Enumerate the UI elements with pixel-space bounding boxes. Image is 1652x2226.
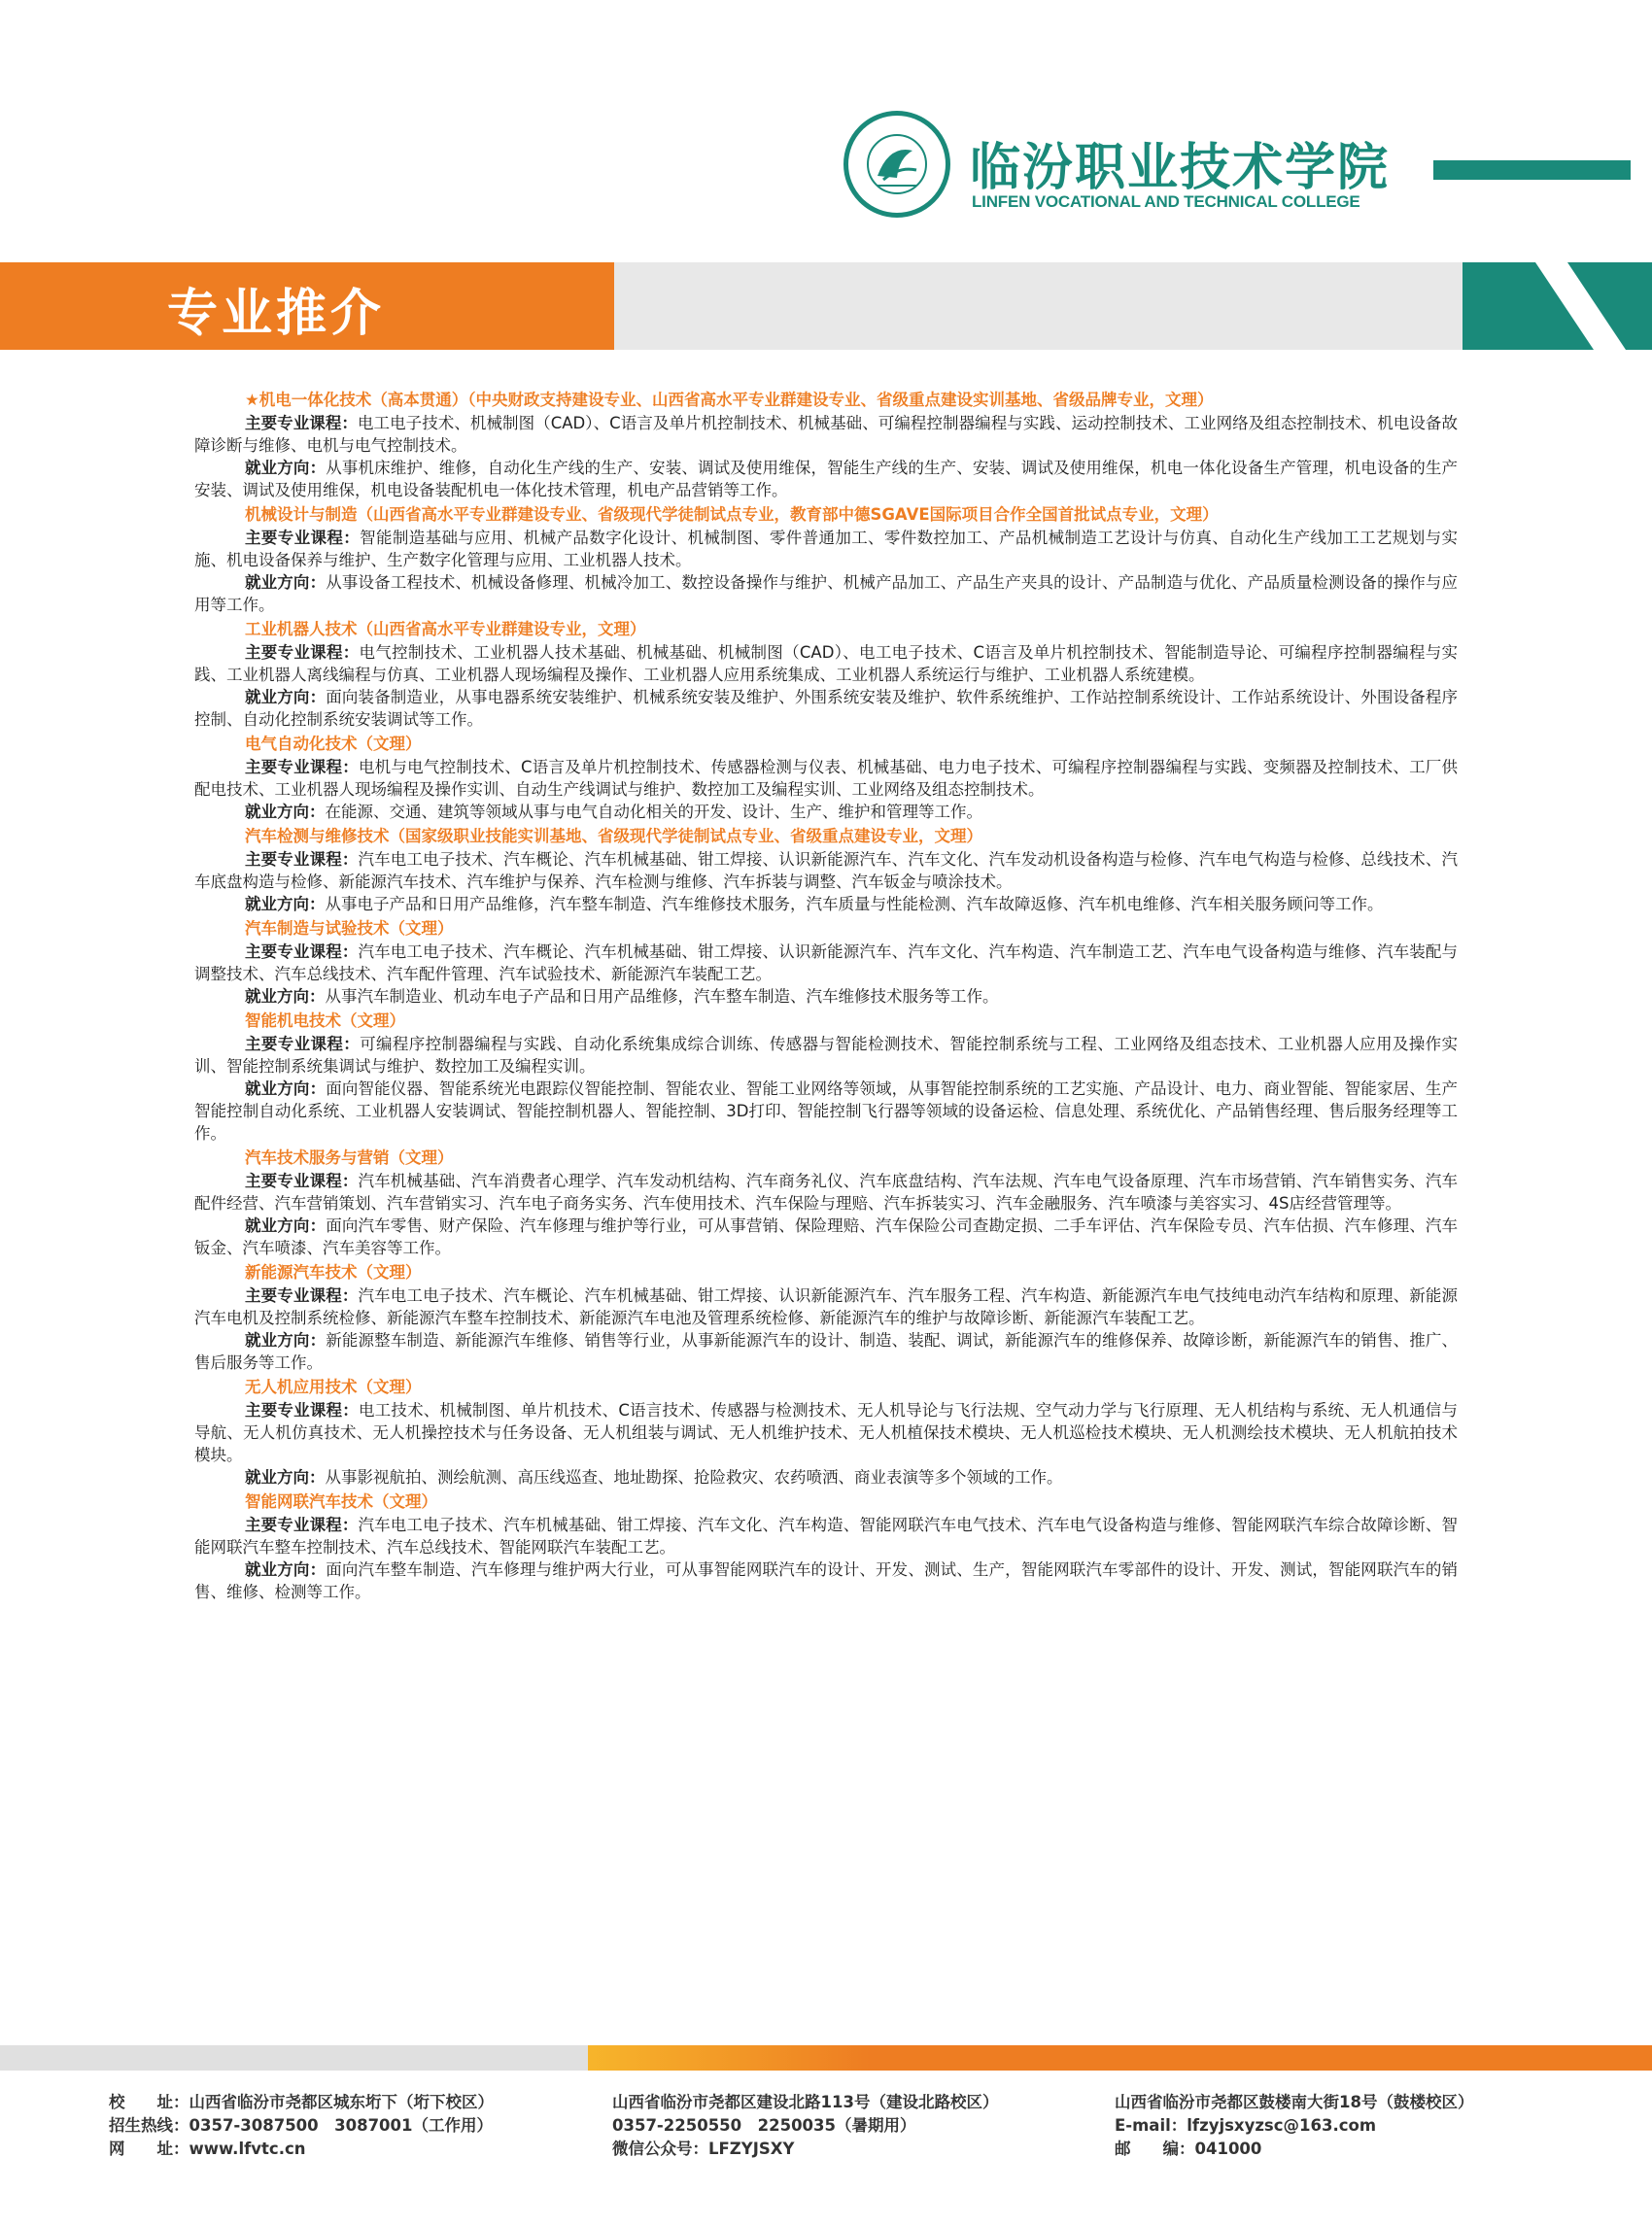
jobs-text: 从事设备工程技术、机械设备修理、机械冷加工、数控设备操作与维护、机械产品加工、产品生产夹具的设计、产品制造与优化、产品质量检测设备的操作与应用等工作。 [194, 573, 1459, 614]
major-courses [194, 1399, 1458, 1466]
major-title: 汽车技术服务与营销（文理） [245, 1148, 454, 1167]
major-title: 汽车制造与试验技术（文理） [245, 919, 454, 938]
school-name-cn: 临汾职业技术学院 [970, 139, 1391, 197]
major-courses [194, 412, 1458, 457]
jobs-label: 就业方向： [245, 1216, 327, 1235]
major-entry [194, 1376, 1458, 1489]
courses-text: 汽车电工电子技术、汽车机械基础、钳工焊接、汽车文化、汽车构造、智能网联汽车电气技术、汽车电气设备构造与维修、智能网联汽车综合故障诊断、智能网联汽车整车控制技术、汽车总线技术、智能网联汽车装配工艺。 [194, 1516, 1459, 1557]
jobs-label: 就业方向： [245, 1331, 327, 1350]
school-seal-icon [843, 111, 950, 218]
footer-bar-yellow [588, 2045, 870, 2071]
jobs-label: 就业方向： [245, 573, 327, 592]
jobs-text: 面向汽车整车制造、汽车修理与维护两大行业，可从事智能网联汽车的设计、开发、测试、生产，智能网联汽车零部件的设计、开发、测试，智能网联汽车的销售、维修、检测等工作。 [194, 1560, 1459, 1601]
jobs-text: 从事影视航拍、测绘航测、高压线巡查、地址勘探、抢险救灾、农药喷洒、商业表演等多个领域的工作。 [325, 1468, 1063, 1487]
jobs-label: 就业方向： [245, 1079, 327, 1098]
jobs-text: 新能源整车制造、新能源汽车维修、销售等行业，从事新能源汽车的设计、制造、装配、调试，新能源汽车的维修保养、故障诊断，新能源汽车的销售、推广、售后服务等工作。 [194, 1331, 1459, 1372]
major-entry [194, 825, 1458, 915]
courses-label: 主要专业课程： [245, 758, 359, 776]
courses-label: 主要专业课程： [245, 1172, 359, 1190]
footer-address: 校 址：山西省临汾市尧都区城东垳下（垳下校区） [109, 2093, 494, 2111]
major-entry [194, 1261, 1458, 1374]
major-courses [194, 941, 1458, 985]
jobs-label: 就业方向： [245, 1560, 327, 1579]
courses-label: 主要专业课程： [245, 1035, 361, 1053]
major-jobs [194, 1466, 1458, 1489]
footer-column-jianshe-campus [612, 2091, 998, 2161]
page-title: 专业推介 [167, 285, 386, 343]
major-courses [194, 848, 1458, 893]
major-title: 汽车检测与维修技术（国家级职业技能实训基地、省级现代学徒制试点专业、省级重点建设专业，文理） [245, 827, 982, 845]
majors-list [194, 389, 1458, 1603]
major-title: 机械设计与制造（山西省高水平专业群建设专业、省级现代学徒制试点专业，教育部中德SGAVE国际项目合作全国首批试点专业，文理） [245, 505, 1219, 524]
major-jobs [194, 686, 1458, 731]
major-courses [194, 1170, 1458, 1215]
jobs-text: 从事汽车制造业、机动车电子产品和日用产品维修，汽车整车制造、汽车维修技术服务等工作。 [325, 987, 999, 1006]
jobs-text: 面向汽车零售、财产保险、汽车修理与维护等行业，可从事营销、保险理赔、汽车保险公司查勘定损、二手车评估、汽车保险专员、汽车估损、汽车修理、汽车钣金、汽车喷漆、汽车美容等工作。 [194, 1216, 1459, 1257]
major-entry [194, 618, 1458, 731]
major-entry [194, 1147, 1458, 1259]
courses-label: 主要专业课程： [245, 1516, 359, 1534]
footer-column-main-campus [109, 2091, 494, 2161]
courses-label: 主要专业课程： [245, 1286, 359, 1305]
courses-text: 可编程序控制器编程与实践、自动化系统集成综合训练、传感器与智能检测技术、智能控制系统与工程、工业网络及组态技术、工业机器人应用及操作实训、智能控制系统集调试与维护、数控加工及编程实训。 [194, 1035, 1459, 1076]
courses-label: 主要专业课程： [245, 529, 361, 547]
footer-phone: 0357-2250550 2250035（暑期用） [612, 2116, 916, 2135]
major-title: 新能源汽车技术（文理） [245, 1263, 422, 1282]
banner-teal-block [1463, 262, 1652, 350]
major-courses [194, 1284, 1458, 1329]
courses-label: 主要专业课程： [245, 414, 358, 432]
courses-text: 电工电子技术、机械制图（CAD）、C语言及单片机控制技术、机械基础、可编程控制器编程与实践、运动控制技术、工业网络及组态控制技术、机电设备故障诊断与维修、电机与电气控制技术。 [194, 414, 1458, 455]
jobs-label: 就业方向： [245, 459, 327, 477]
major-title: ★机电一体化技术（高本贯通）（中央财政支持建设专业、山西省高水平专业群建设专业、省级重点建设实训基地、省级品牌专业，文理） [245, 391, 1214, 409]
major-entry [194, 733, 1458, 823]
major-jobs [194, 985, 1458, 1008]
major-courses [194, 756, 1458, 801]
major-jobs [194, 893, 1458, 915]
footer-postcode: 邮 编：041000 [1115, 2140, 1262, 2158]
jobs-text: 面向装备制造业，从事电器系统安装维护、机械系统安装及维护、外围系统安装及维护、软件系统维护、工作站控制系统设计、工作站系统设计、外围设备程序控制、自动化控制系统安装调试等工作。 [194, 688, 1459, 729]
major-jobs [194, 1329, 1458, 1374]
major-jobs [194, 801, 1458, 823]
major-title: 无人机应用技术（文理） [245, 1378, 422, 1396]
jobs-label: 就业方向： [245, 987, 326, 1006]
major-entry [194, 389, 1458, 501]
courses-text: 电气控制技术、工业机器人技术基础、机械基础、机械制图（CAD）、电工电子技术、C语言及单片机控制技术、智能制造导论、可编程序控制器编程与实践、工业机器人离线编程与仿真、工业机器人现场编程及操作、工业机器人应用系统集成、工业机器人系统运行与维护、工业机器人系统建模。 [194, 643, 1459, 684]
footer-address: 山西省临汾市尧都区建设北路113号（建设北路校区） [612, 2093, 999, 2111]
major-jobs [194, 571, 1458, 616]
courses-text: 智能制造基础与应用、机械产品数字化设计、机械制图、零件普通加工、零件数控加工、产品机械制造工艺设计与仿真、自动化生产线加工工艺规划与实施、机电设备保养与维护、生产数字化管理与应用、工业机器人技术。 [194, 529, 1459, 569]
jobs-text: 从事机床维护、维修，自动化生产线的生产、安装、调试及使用维保，智能生产线的生产、安装、调试及使用维保，机电一体化设备生产管理，机电设备的生产安装、调试及使用维保，机电设备装配机电一体化技术管理，机电产品营销等工作。 [194, 459, 1459, 499]
jobs-label: 就业方向： [245, 1468, 326, 1487]
jobs-text: 面向智能仪器、智能系统光电跟踪仪智能控制、智能农业、智能工业网络等领域，从事智能控制系统的工艺实施、产品设计、电力、商业智能、智能家居、生产智能控制自动化系统、工业机器人安装调试、智能控制机器人、智能控制、3D打印、智能控制飞行器等领域的设备运检、信息处理、系统优化、产品销售经理、售后服务经理等工作。 [194, 1079, 1459, 1143]
major-entry [194, 917, 1458, 1008]
footer-column-gulou-campus [1115, 2091, 1473, 2161]
major-jobs [194, 1078, 1458, 1145]
major-entry [194, 1010, 1458, 1145]
jobs-label: 就业方向： [245, 803, 326, 821]
major-courses [194, 1033, 1458, 1078]
footer-address: 山西省临汾市尧都区鼓楼南大街18号（鼓楼校区） [1115, 2093, 1474, 2111]
courses-label: 主要专业课程： [245, 1401, 359, 1420]
school-name-en: LINFEN VOCATIONAL AND TECHNICAL COLLEGE [972, 192, 1360, 211]
major-title: 电气自动化技术（文理） [245, 735, 422, 753]
courses-text: 汽车电工电子技术、汽车概论、汽车机械基础、钳工焊接、认识新能源汽车、汽车文化、汽车发动机设备构造与检修、汽车电气构造与检修、总线技术、汽车底盘构造与检修、新能源汽车技术、汽车维护与保养、汽车检测与维修、汽车拆装与调整、汽车钣金与喷涂技术。 [194, 850, 1459, 891]
courses-label: 主要专业课程： [245, 850, 359, 869]
footer-website: 网 址：www.lfvtc.cn [109, 2140, 306, 2158]
major-title: 工业机器人技术（山西省高水平专业群建设专业，文理） [245, 620, 646, 638]
major-entry [194, 503, 1458, 616]
courses-text: 电工技术、机械制图、单片机技术、C语言技术、传感器与检测技术、无人机导论与飞行法规、空气动力学与飞行原理、无人机结构与系统、无人机通信与导航、无人机仿真技术、无人机操控技术与任务设备、无人机组装与调试、无人机维护技术、无人机植保技术模块、无人机巡检技术模块、无人机测绘技术模块、无人机航拍技术模块。 [194, 1401, 1458, 1464]
major-courses [194, 641, 1458, 686]
jobs-label: 就业方向： [245, 895, 326, 913]
footer-email: E-mail：lfzyjsxyzsc@163.com [1115, 2116, 1377, 2135]
courses-label: 主要专业课程： [245, 643, 360, 662]
major-courses [194, 1514, 1458, 1558]
logo-accent-bar [1433, 160, 1631, 180]
major-jobs [194, 457, 1458, 501]
major-title: 智能网联汽车技术（文理） [245, 1492, 437, 1511]
major-jobs [194, 1215, 1458, 1259]
footer-wechat: 微信公众号：LFZYJSXY [612, 2140, 795, 2158]
courses-text: 电机与电气控制技术、C语言及单片机控制技术、传感器检测与仪表、机械基础、电力电子技术、可编程序控制器编程与实践、变频器及控制技术、工厂供配电技术、工业机器人现场编程及操作实训、自动生产线调试与维护、数控加工及编程实训、工业网络及组态控制技术。 [194, 758, 1458, 799]
jobs-text: 从事电子产品和日用产品维修，汽车整车制造、汽车维修技术服务，汽车质量与性能检测、汽车故障返修、汽车机电维修、汽车相关服务顾问等工作。 [325, 895, 1384, 913]
major-title: 智能机电技术（文理） [245, 1011, 405, 1030]
footer-hotline: 招生热线：0357-3087500 3087001（工作用） [109, 2116, 494, 2135]
major-entry [194, 1490, 1458, 1603]
jobs-text: 在能源、交通、建筑等领域从事与电气自动化相关的开发、设计、生产、维护和管理等工作。 [325, 803, 982, 821]
major-jobs [194, 1558, 1458, 1603]
courses-text: 汽车电工电子技术、汽车概论、汽车机械基础、钳工焊接、认识新能源汽车、汽车文化、汽车构造、汽车制造工艺、汽车电气设备构造与维修、汽车装配与调整技术、汽车总线技术、汽车配件管理、汽车试验技术、新能源汽车装配工艺。 [194, 942, 1459, 983]
courses-label: 主要专业课程： [245, 942, 359, 961]
courses-text: 汽车电工电子技术、汽车概论、汽车机械基础、钳工焊接、认识新能源汽车、汽车服务工程、汽车构造、新能源汽车电气技纯电动汽车结构和原理、新能源汽车电机及控制系统检修、新能源汽车整车控制技术、新能源汽车电池及管理系统检修、新能源汽车的维护与故障诊断、新能源汽车装配工艺。 [194, 1286, 1459, 1327]
courses-text: 汽车机械基础、汽车消费者心理学、汽车发动机结构、汽车商务礼仪、汽车底盘结构、汽车法规、汽车电气设备原理、汽车市场营销、汽车销售实务、汽车配件经营、汽车营销策划、汽车营销实习、汽车电子商务实务、汽车使用技术、汽车保险与理赔、汽车拆装实习、汽车金融服务、汽车喷漆与美容实习、4S店经营管理等。 [194, 1172, 1459, 1213]
jobs-label: 就业方向： [245, 688, 327, 706]
major-courses [194, 527, 1458, 571]
